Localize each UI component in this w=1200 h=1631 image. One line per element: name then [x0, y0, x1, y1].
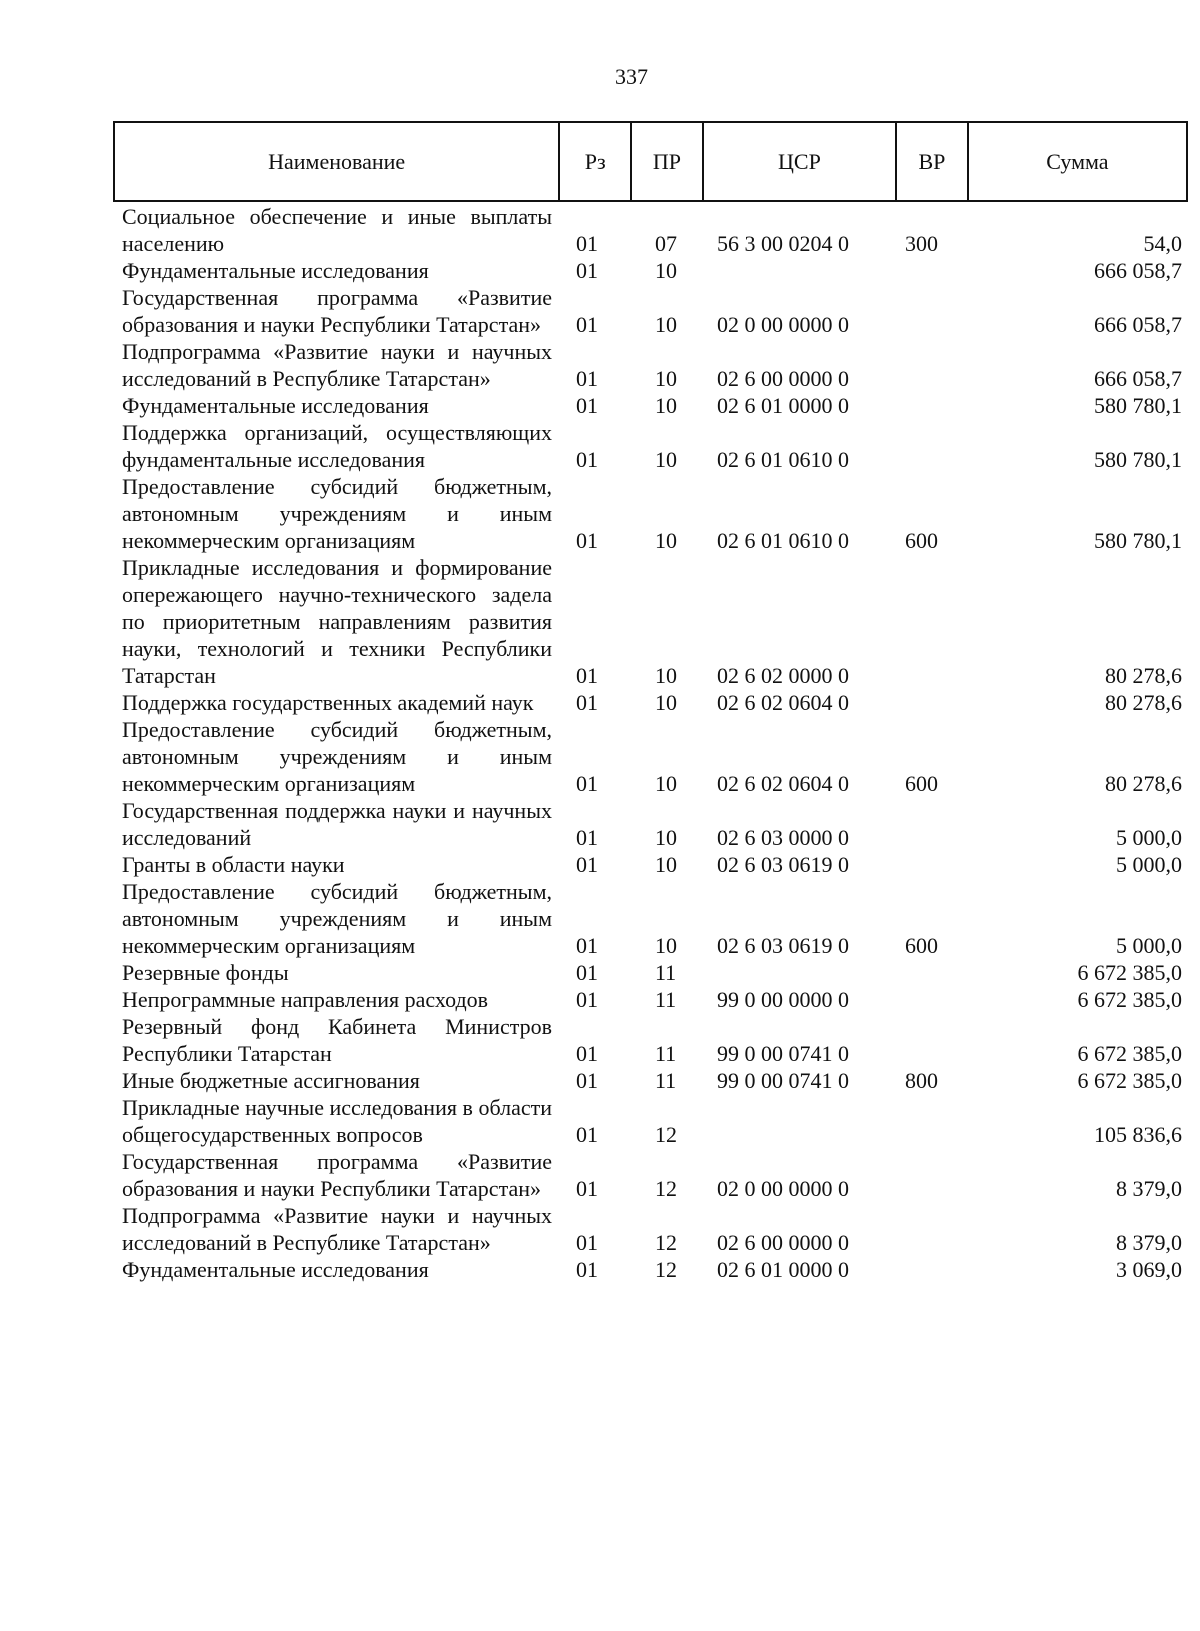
table-row	[122, 1202, 1182, 1256]
table-row	[122, 1256, 1182, 1283]
table-header	[113, 121, 1188, 202]
header-rz: Рз	[558, 123, 630, 200]
row-name: Предоставление субсидий бюджетным, автономным учреждениям и иным некоммерческим организациям	[122, 717, 552, 796]
row-sum: 6 672 385,0	[1077, 987, 1182, 1012]
row-csr: 99 0 00 0000 0	[717, 987, 849, 1012]
row-pr: 07	[655, 231, 677, 256]
header-sum: Сумма	[967, 123, 1186, 200]
row-csr: 99 0 00 0741 0	[717, 1041, 849, 1066]
row-name: Резервный фонд Кабинета Министров Республики Татарстан	[122, 1014, 552, 1066]
row-csr: 02 6 02 0604 0	[717, 690, 849, 715]
row-sum: 6 672 385,0	[1077, 960, 1182, 985]
table-row	[122, 1148, 1182, 1202]
row-csr: 02 6 03 0619 0	[717, 933, 849, 958]
row-sum: 80 278,6	[1105, 771, 1182, 796]
row-sum: 80 278,6	[1105, 663, 1182, 688]
table-row	[122, 716, 1182, 797]
header-name: Наименование	[268, 148, 406, 174]
table-row	[122, 797, 1182, 851]
row-rz: 01	[576, 690, 598, 715]
row-pr: 10	[655, 447, 677, 472]
row-csr: 02 0 00 0000 0	[717, 1176, 849, 1201]
header-pr: ПР	[630, 123, 702, 200]
row-rz: 01	[576, 1122, 598, 1147]
table-row	[122, 878, 1182, 959]
row-csr: 99 0 00 0741 0	[717, 1068, 849, 1093]
row-csr: 02 6 01 0000 0	[717, 1257, 849, 1282]
table-row	[122, 419, 1182, 473]
row-name: Прикладные исследования и формирование опережающего научно-технического задела по приоритетным направлениям развития науки, технологий и техники Республики Татарстан	[122, 555, 552, 688]
page-number: 337	[615, 64, 648, 89]
row-rz: 01	[576, 987, 598, 1012]
row-pr: 10	[655, 258, 677, 283]
row-sum: 5 000,0	[1116, 933, 1182, 958]
table-row	[122, 1013, 1182, 1067]
row-vr: 600	[905, 528, 938, 553]
row-pr: 10	[655, 690, 677, 715]
table-body	[122, 203, 1182, 1283]
row-rz: 01	[576, 825, 598, 850]
table-row	[122, 338, 1182, 392]
row-rz: 01	[576, 1068, 598, 1093]
row-vr: 600	[905, 771, 938, 796]
row-sum: 580 780,1	[1094, 447, 1182, 472]
row-sum: 105 836,6	[1094, 1122, 1182, 1147]
row-sum: 80 278,6	[1105, 690, 1182, 715]
table-row	[122, 986, 1182, 1013]
row-sum: 580 780,1	[1094, 528, 1182, 553]
row-rz: 01	[576, 528, 598, 553]
row-csr: 02 6 03 0619 0	[717, 852, 849, 877]
row-vr: 800	[905, 1068, 938, 1093]
table-row	[122, 851, 1182, 878]
table-row	[122, 392, 1182, 419]
row-sum: 580 780,1	[1094, 393, 1182, 418]
row-name: Подпрограмма «Развитие науки и научных исследований в Республике Татарстан»	[122, 1203, 552, 1255]
row-name: Фундаментальные исследования	[122, 1257, 429, 1282]
row-rz: 01	[576, 852, 598, 877]
row-rz: 01	[576, 1176, 598, 1201]
row-pr: 12	[655, 1230, 677, 1255]
table-row	[122, 1067, 1182, 1094]
row-rz: 01	[576, 663, 598, 688]
row-sum: 666 058,7	[1094, 366, 1182, 391]
row-rz: 01	[576, 1257, 598, 1282]
row-pr: 10	[655, 825, 677, 850]
row-pr: 10	[655, 366, 677, 391]
row-pr: 11	[655, 987, 677, 1012]
row-name: Фундаментальные исследования	[122, 393, 429, 418]
row-sum: 8 379,0	[1116, 1176, 1182, 1201]
table-row	[122, 554, 1182, 689]
row-csr: 02 6 01 0000 0	[717, 393, 849, 418]
row-name: Государственная поддержка науки и научных исследований	[122, 798, 552, 850]
row-csr: 02 6 01 0610 0	[717, 447, 849, 472]
row-sum: 6 672 385,0	[1077, 1068, 1182, 1093]
row-pr: 10	[655, 663, 677, 688]
row-csr: 02 6 00 0000 0	[717, 366, 849, 391]
table-row	[122, 473, 1182, 554]
row-sum: 666 058,7	[1094, 258, 1182, 283]
row-name: Иные бюджетные ассигнования	[122, 1068, 420, 1093]
row-name: Предоставление субсидий бюджетным, автономным учреждениям и иным некоммерческим организациям	[122, 879, 552, 958]
row-csr: 02 6 02 0000 0	[717, 663, 849, 688]
row-sum: 5 000,0	[1116, 825, 1182, 850]
row-sum: 666 058,7	[1094, 312, 1182, 337]
row-csr: 02 6 03 0000 0	[717, 825, 849, 850]
row-name: Предоставление субсидий бюджетным, автономным учреждениям и иным некоммерческим организациям	[122, 474, 552, 553]
row-csr: 02 6 01 0610 0	[717, 528, 849, 553]
row-pr: 12	[655, 1122, 677, 1147]
row-name: Непрограммные направления расходов	[122, 987, 489, 1012]
row-rz: 01	[576, 960, 598, 985]
row-rz: 01	[576, 933, 598, 958]
row-sum: 54,0	[1143, 231, 1182, 256]
row-name: Государственная программа «Развитие образования и науки Республики Татарстан»	[122, 1149, 552, 1201]
row-name: Государственная программа «Развитие образования и науки Республики Татарстан»	[122, 285, 552, 337]
row-pr: 10	[655, 312, 677, 337]
row-name: Фундаментальные исследования	[122, 258, 429, 283]
row-sum: 6 672 385,0	[1077, 1041, 1182, 1066]
row-rz: 01	[576, 1041, 598, 1066]
row-name: Социальное обеспечение и иные выплаты населению	[122, 204, 552, 256]
row-pr: 10	[655, 528, 677, 553]
table-row	[122, 1094, 1182, 1148]
table-row	[122, 203, 1182, 257]
row-pr: 10	[655, 393, 677, 418]
row-sum: 8 379,0	[1116, 1230, 1182, 1255]
row-pr: 12	[655, 1176, 677, 1201]
row-csr: 02 0 00 0000 0	[717, 312, 849, 337]
row-name: Подпрограмма «Развитие науки и научных исследований в Республике Татарстан»	[122, 339, 552, 391]
row-rz: 01	[576, 258, 598, 283]
row-rz: 01	[576, 312, 598, 337]
row-csr: 56 3 00 0204 0	[717, 231, 849, 256]
header-csr: ЦСР	[702, 123, 895, 200]
row-pr: 10	[655, 852, 677, 877]
row-vr: 300	[905, 231, 938, 256]
table-row	[122, 959, 1182, 986]
table-row	[122, 689, 1182, 716]
row-pr: 11	[655, 1041, 677, 1066]
row-pr: 12	[655, 1257, 677, 1282]
row-csr: 02 6 02 0604 0	[717, 771, 849, 796]
row-vr: 600	[905, 933, 938, 958]
row-sum: 3 069,0	[1116, 1257, 1182, 1282]
row-rz: 01	[576, 1230, 598, 1255]
row-csr: 02 6 00 0000 0	[717, 1230, 849, 1255]
row-name: Прикладные научные исследования в области общегосударственных вопросов	[122, 1095, 552, 1147]
row-name: Резервные фонды	[122, 960, 289, 985]
table-row	[122, 284, 1182, 338]
row-pr: 10	[655, 771, 677, 796]
row-sum: 5 000,0	[1116, 852, 1182, 877]
row-rz: 01	[576, 771, 598, 796]
row-name: Поддержка государственных академий наук	[122, 690, 534, 715]
row-pr: 11	[655, 1068, 677, 1093]
row-rz: 01	[576, 366, 598, 391]
header-vr: ВР	[895, 123, 967, 200]
row-name: Гранты в области науки	[122, 852, 345, 877]
row-rz: 01	[576, 231, 598, 256]
row-name: Поддержка организаций, осуществляющих фундаментальные исследования	[122, 420, 552, 472]
table-row	[122, 257, 1182, 284]
row-rz: 01	[576, 447, 598, 472]
row-pr: 10	[655, 933, 677, 958]
row-rz: 01	[576, 393, 598, 418]
row-pr: 11	[655, 960, 677, 985]
